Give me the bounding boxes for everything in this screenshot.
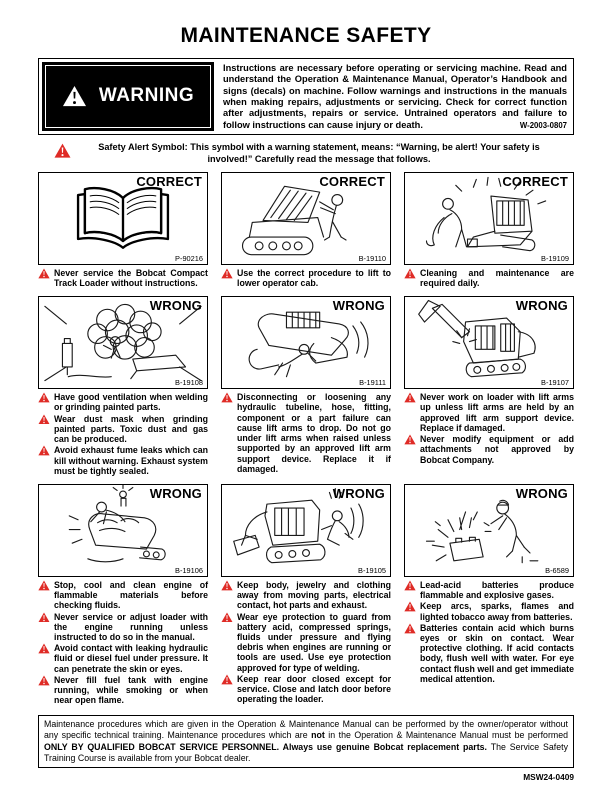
panel-captions bbox=[404, 580, 574, 685]
panel-grid bbox=[38, 172, 574, 706]
warning-caption bbox=[404, 580, 574, 600]
footer-text-segment: in the Operation & Maintenance Manual must be performed bbox=[324, 730, 568, 741]
warning-caption-text: Never service the Bobcat Compact Track Loader without instructions. bbox=[54, 267, 208, 289]
safety-alert-icon bbox=[404, 601, 416, 621]
safety-alert-icon bbox=[38, 392, 50, 412]
safety-alert-icon bbox=[54, 143, 71, 158]
warning-caption-text: Never service or adjust loader with the engine running unless instructed to do so in the manual. bbox=[54, 611, 208, 642]
safety-panel bbox=[38, 484, 208, 577]
warning-caption bbox=[404, 268, 574, 288]
panel-verdict-label: WRONG bbox=[149, 485, 202, 501]
safety-panel-cell bbox=[38, 484, 208, 706]
safety-alert-icon bbox=[404, 623, 416, 684]
warning-caption-text: Have good ventilation when welding or grinding painted parts. bbox=[54, 392, 208, 413]
warning-caption-text: Cleaning and maintenance are required daily. bbox=[420, 267, 574, 289]
panel-verdict-label: WRONG bbox=[332, 298, 385, 314]
warning-banner-code: W-2003-0807 bbox=[519, 120, 567, 130]
safety-alert-icon bbox=[404, 392, 416, 433]
warning-caption bbox=[404, 623, 574, 684]
footer-notice bbox=[38, 715, 574, 767]
panel-figure-code: B-19107 bbox=[541, 378, 569, 388]
panel-figure-code: B-19108 bbox=[175, 378, 203, 388]
safety-panel bbox=[404, 172, 574, 265]
panel-figure-code: B-19109 bbox=[541, 253, 569, 263]
panel-captions bbox=[38, 580, 208, 706]
warning-caption bbox=[404, 434, 574, 465]
warning-caption bbox=[221, 268, 391, 288]
safety-panel-cell bbox=[221, 296, 391, 477]
safety-panel bbox=[221, 172, 391, 265]
warning-caption bbox=[38, 675, 208, 706]
safety-alert-icon bbox=[38, 612, 50, 643]
safety-alert-icon bbox=[404, 580, 416, 600]
safety-alert-icon bbox=[221, 674, 233, 705]
safety-alert-icon bbox=[221, 612, 233, 673]
safety-alert-icon bbox=[221, 392, 233, 474]
footer-text-segment: The Service Safety Training Course is available from your Bobcat dealer. bbox=[44, 741, 568, 763]
warning-banner-label-box bbox=[42, 62, 214, 131]
warning-banner-text: Instructions are necessary before operating or servicing machine. Read and understand the Operation & Maintenance Manual, Operator’s Handbook and signs (decals) on machine. Follow warnings and instructions in the manuals when making repairs, adjustments or servicing. Check for correct function after adjustments, repairs or service. Untrained operators and failure to follow instructions can cause injury or death. bbox=[223, 63, 567, 130]
footer-text-segment: ONLY BY QUALIFIED BOBCAT SERVICE PERSONNEL. Always use genuine Bobcat replacement parts. bbox=[44, 741, 487, 752]
warning-triangle-icon bbox=[62, 85, 87, 107]
warning-caption bbox=[221, 392, 391, 474]
safety-alert-icon bbox=[38, 643, 50, 674]
panel-verdict-label: WRONG bbox=[332, 485, 385, 501]
warning-caption-text: Keep arcs, sparks, flames and lighted tobacco away from batteries. bbox=[420, 601, 574, 622]
warning-caption bbox=[38, 612, 208, 643]
document-code: MSW24-0409 bbox=[523, 771, 574, 782]
safety-alert-icon bbox=[221, 268, 233, 288]
warning-caption-text: Avoid exhaust fume leaks which can kill without warning. Exhaust system must be tightly sealed. bbox=[54, 445, 208, 476]
warning-banner-text-area bbox=[214, 62, 570, 131]
safety-alert-icon bbox=[38, 268, 50, 288]
panel-captions bbox=[404, 268, 574, 289]
safety-alert-icon bbox=[404, 268, 416, 288]
safety-panel bbox=[404, 296, 574, 389]
warning-caption-text: Lead-acid batteries produce flammable and explosive gases. bbox=[420, 579, 574, 601]
warning-banner bbox=[38, 58, 574, 135]
panel-captions bbox=[404, 392, 574, 465]
safety-panel-cell bbox=[221, 172, 391, 289]
panel-figure-code: B-19106 bbox=[175, 565, 203, 575]
warning-caption-text: Stop, cool and clean engine of flammable materials before checking fluids. bbox=[54, 579, 208, 611]
warning-caption bbox=[38, 445, 208, 476]
warning-caption-text: Never modify equipment or add attachments not approved by Bobcat Company. bbox=[420, 434, 574, 465]
warning-caption bbox=[404, 392, 574, 433]
warning-caption bbox=[38, 268, 208, 288]
safety-panel-cell bbox=[38, 296, 208, 477]
warning-caption-text: Wear dust mask when grinding painted parts. Toxic dust and gas can be produced. bbox=[54, 413, 208, 445]
safety-panel-cell bbox=[38, 172, 208, 289]
panel-verdict-label: WRONG bbox=[149, 298, 202, 314]
warning-caption bbox=[38, 580, 208, 611]
warning-caption-text: Never fill fuel tank with engine running, while smoking or when near open flame. bbox=[54, 674, 208, 706]
panel-figure-code: B-19105 bbox=[358, 565, 386, 575]
panel-figure-code: P-90216 bbox=[175, 253, 203, 263]
panel-captions bbox=[221, 392, 391, 475]
safety-panel bbox=[38, 172, 208, 265]
safety-alert-icon bbox=[404, 434, 416, 465]
panel-verdict-label: CORRECT bbox=[319, 173, 385, 189]
safety-alert-text: Safety Alert Symbol: This symbol with a warning statement, means: “Warning, be alert! Your safety is involved!” Carefully read the message that follows. bbox=[98, 141, 540, 164]
safety-panel bbox=[221, 484, 391, 577]
panel-captions bbox=[221, 580, 391, 705]
safety-panel bbox=[404, 484, 574, 577]
warning-caption bbox=[38, 643, 208, 674]
panel-captions bbox=[38, 268, 208, 289]
warning-banner-label: WARNING bbox=[98, 85, 195, 107]
warning-caption-text: Disconnecting or loosening any hydraulic tubeline, hose, fitting, component or a part failure can cause lift arms to drop. Do not go under lift arms when raised unless supported by an approved lift arm support device. Replace it if damaged. bbox=[237, 392, 391, 474]
warning-caption-text: Never work on loader with lift arms up unless lift arms are held by an approved lift arm support device. Replace if damaged. bbox=[420, 392, 574, 433]
warning-caption bbox=[221, 674, 391, 705]
safety-alert-statement bbox=[38, 142, 574, 166]
warning-caption bbox=[38, 392, 208, 412]
safety-alert-icon bbox=[38, 445, 50, 476]
safety-panel-cell bbox=[404, 296, 574, 477]
safety-alert-icon bbox=[38, 580, 50, 611]
warning-caption-text: Batteries contain acid which burns eyes or skin on contact. Wear protective clothing. If acid contacts body, flush well with water. For eye contact flush well and get immediate medical attention. bbox=[420, 622, 574, 684]
warning-caption bbox=[221, 612, 391, 673]
panel-figure-code: B-19110 bbox=[358, 253, 386, 263]
panel-captions bbox=[38, 392, 208, 477]
safety-panel-cell bbox=[404, 172, 574, 289]
footer-text-segment: not bbox=[311, 730, 325, 741]
warning-caption-text: Keep rear door closed except for service. Close and latch door before operating the loader. bbox=[237, 673, 391, 705]
warning-caption bbox=[404, 601, 574, 621]
panel-verdict-label: CORRECT bbox=[136, 173, 202, 189]
warning-caption-text: Wear eye protection to guard from battery acid, compressed springs, fluids under pressure and flying debris when engines are running or tools are used. Use eye protection approved for type of welding. bbox=[237, 611, 391, 673]
safety-panel bbox=[38, 296, 208, 389]
panel-verdict-label: WRONG bbox=[515, 485, 568, 501]
warning-caption bbox=[38, 414, 208, 445]
page-title: MAINTENANCE SAFETY bbox=[180, 24, 432, 47]
warning-caption-text: Use the correct procedure to lift to lower operator cab. bbox=[237, 267, 391, 289]
safety-alert-icon bbox=[38, 414, 50, 445]
panel-verdict-label: CORRECT bbox=[502, 173, 568, 189]
warning-caption-text: Keep body, jewelry and clothing away from moving parts, electrical contact, hot parts and exhaust. bbox=[237, 579, 391, 611]
warning-caption bbox=[221, 580, 391, 611]
footer-text-segment: Maintenance procedures which are given in the Operation & Maintenance Manual can be performed by the owner/operator without any specific technical training. Maintenance procedures which are bbox=[44, 719, 568, 741]
safety-alert-icon bbox=[221, 580, 233, 611]
safety-panel-cell bbox=[404, 484, 574, 706]
safety-alert-icon bbox=[38, 675, 50, 706]
panel-figure-code: B-6589 bbox=[545, 565, 569, 575]
panel-captions bbox=[221, 268, 391, 289]
panel-verdict-label: WRONG bbox=[515, 298, 568, 314]
panel-figure-code: B-19111 bbox=[359, 378, 386, 388]
safety-panel-cell bbox=[221, 484, 391, 706]
warning-caption-text: Avoid contact with leaking hydraulic fluid or diesel fuel under pressure. It can penetrate the skin or eyes. bbox=[54, 643, 208, 674]
safety-panel bbox=[221, 296, 391, 389]
